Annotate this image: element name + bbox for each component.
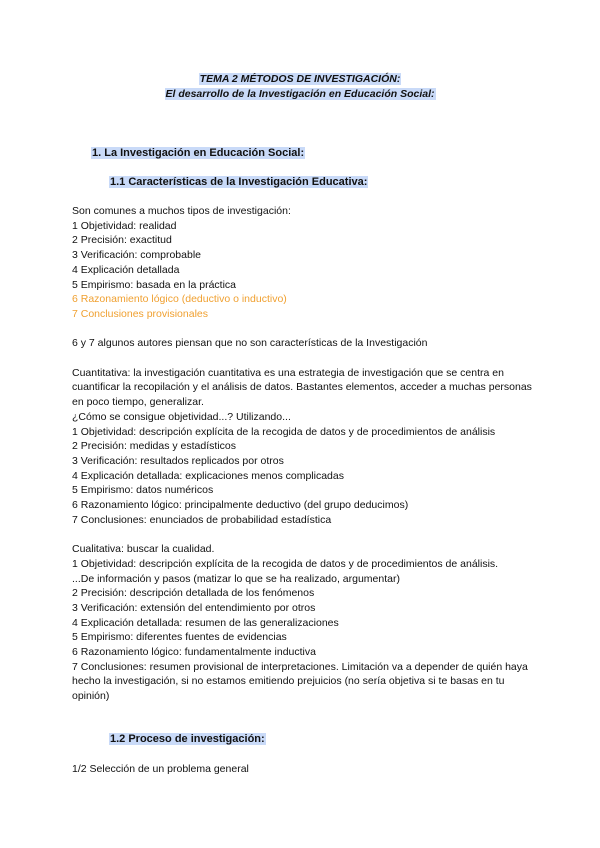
cualitativa-intro: Cualitativa: buscar la cualidad.: [72, 543, 215, 556]
section-1-2-body: [72, 762, 532, 777]
section-1-1-heading: 1.1 Características de la Investigación Educativa:: [110, 176, 368, 188]
list-item: 1/2 Selección de un problema general: [72, 763, 249, 775]
cuantitativa-question: ¿Cómo se consigue objetividad...? Utilizando...: [72, 410, 291, 423]
list-item: 6 Razonamiento lógico: principalmente deductivo (del grupo deducimos): [72, 499, 409, 512]
list-item-orange: 7 Conclusiones provisionales: [72, 307, 208, 320]
document-subtitle: [0, 87, 600, 102]
list-item: 5 Empirismo: diferentes fuentes de evidencias: [72, 631, 287, 644]
subtitle-highlight: El desarrollo de la Investigación en Educación Social:: [165, 88, 435, 100]
list-item: 2 Precisión: medidas y estadísticos: [72, 440, 236, 453]
list-item: 4 Explicación detallada: [72, 263, 180, 276]
list-item: 6 Razonamiento lógico: fundamentalmente inductiva: [72, 646, 316, 659]
section-1-heading: 1. La Investigación en Educación Social:: [92, 147, 305, 159]
list-item: 3 Verificación: resultados replicados por otros: [72, 454, 284, 467]
list-item: 5 Empirismo: basada en la práctica: [72, 278, 236, 291]
list-item: 5 Empirismo: datos numéricos: [72, 484, 214, 497]
list-item: 3 Verificación: comprobable: [72, 249, 201, 262]
list-item: 3 Verificación: extensión del entendimiento por otros: [72, 601, 316, 614]
list-item: 1 Objetividad: descripción explícita de la recogida de datos y de procedimientos de análisis: [72, 425, 496, 438]
list-item: 4 Explicación detallada: explicaciones menos complicadas: [72, 469, 344, 482]
document-title: [0, 72, 600, 87]
cualitativa-last: 7 Conclusiones: resumen provisional de interpretaciones. Limitación va a depender de quién haya hecho la investigación, si no estamos emitiendo prejuicios (no sería objetiva si te basas en tu opinión): [72, 660, 528, 703]
list-item: 7 Conclusiones: enunciados de probabilidad estadística: [72, 513, 332, 526]
note-text: 6 y 7 algunos autores piensan que no son características de la Investigación: [72, 337, 428, 350]
list-item: 2 Precisión: exactitud: [72, 234, 172, 247]
section-1-2-heading: 1.2 Proceso de investigación:: [110, 733, 265, 745]
title-highlight: TEMA 2 MÉTODOS DE INVESTIGACIÓN:: [199, 73, 401, 85]
list-item: 1 Objetividad: realidad: [72, 219, 177, 232]
list-item-orange: 6 Razonamiento lógico (deductivo o inductivo): [72, 293, 287, 306]
list-item: 4 Explicación detallada: resumen de las generalizaciones: [72, 616, 339, 629]
cuantitativa-intro: Cuantitativa: la investigación cuantitativa es una estrategia de investigación que se centra en cuantificar la recopilación y el análisis de datos. Bastantes elementos, acceder a muchas personas en poco tiempo, generalizar.: [72, 366, 532, 409]
list-item: ...De información y pasos (matizar lo que se ha realizado, argumentar): [72, 572, 400, 585]
list-item: 2 Precisión: descripción detallada de los fenómenos: [72, 587, 315, 600]
intro-text: Son comunes a muchos tipos de investigación:: [72, 205, 291, 217]
list-item: 1 Objetividad: descripción explícita de la recogida de datos y de procedimientos de análisis.: [72, 557, 499, 570]
section-1-1-body: [72, 204, 532, 704]
